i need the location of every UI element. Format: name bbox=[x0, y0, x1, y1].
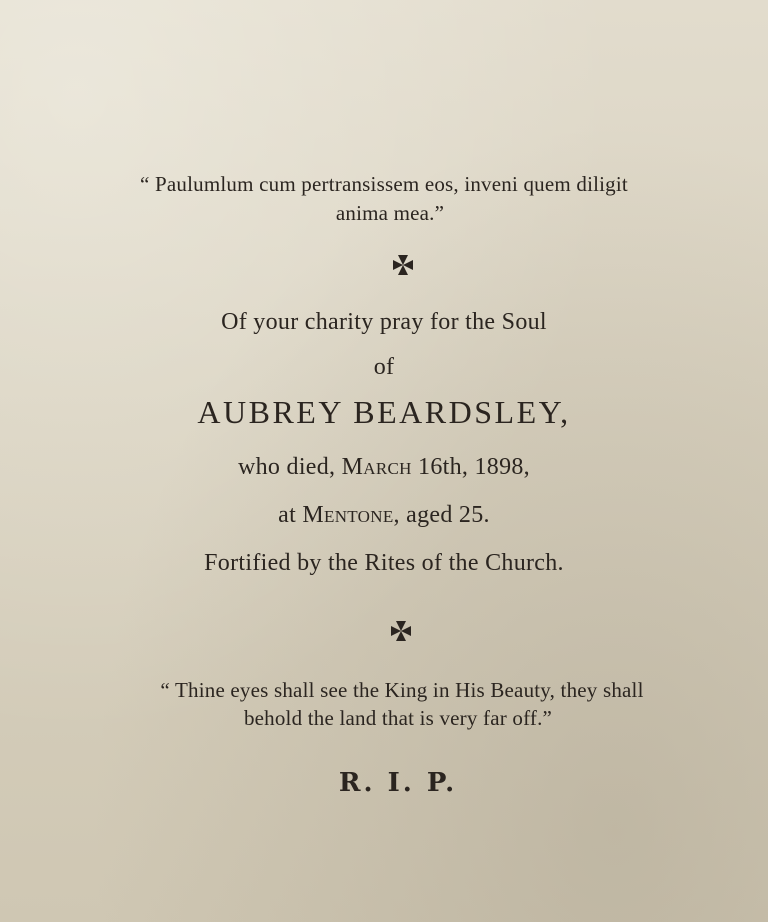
cross-icon-top bbox=[392, 254, 414, 276]
of-line: of bbox=[373, 354, 395, 380]
place-age-line bbox=[0, 502, 768, 529]
death-date-line bbox=[0, 454, 768, 481]
deceased-name: AUBREY BEARDSLEY, bbox=[197, 394, 571, 430]
epigraph-bottom-line-1: “ Thine eyes shall see the King in His Beauty, they shall bbox=[160, 678, 644, 702]
epigraph-top-line-2: anima mea.” bbox=[335, 201, 445, 225]
rites-line: Fortified by the Rites of the Church. bbox=[204, 550, 564, 576]
epigraph-top-line-1: “ Paulumlum cum pertransissem eos, inveni quem diligit bbox=[140, 172, 628, 196]
cross-icon-bottom bbox=[390, 620, 412, 642]
place-age-rest: , aged 25. bbox=[393, 502, 490, 528]
epigraph-bottom-line-2: behold the land that is very far off.” bbox=[243, 706, 553, 730]
rip-monogram: R. I. P. bbox=[338, 768, 458, 798]
death-date-rest: 16th, 1898, bbox=[411, 454, 530, 480]
place-prefix: at bbox=[278, 502, 303, 528]
death-date-prefix: who died, bbox=[237, 454, 342, 480]
prayer-line: Of your charity pray for the Soul bbox=[221, 309, 547, 335]
place-town: Mentone bbox=[302, 502, 394, 528]
death-month: March bbox=[341, 454, 412, 480]
